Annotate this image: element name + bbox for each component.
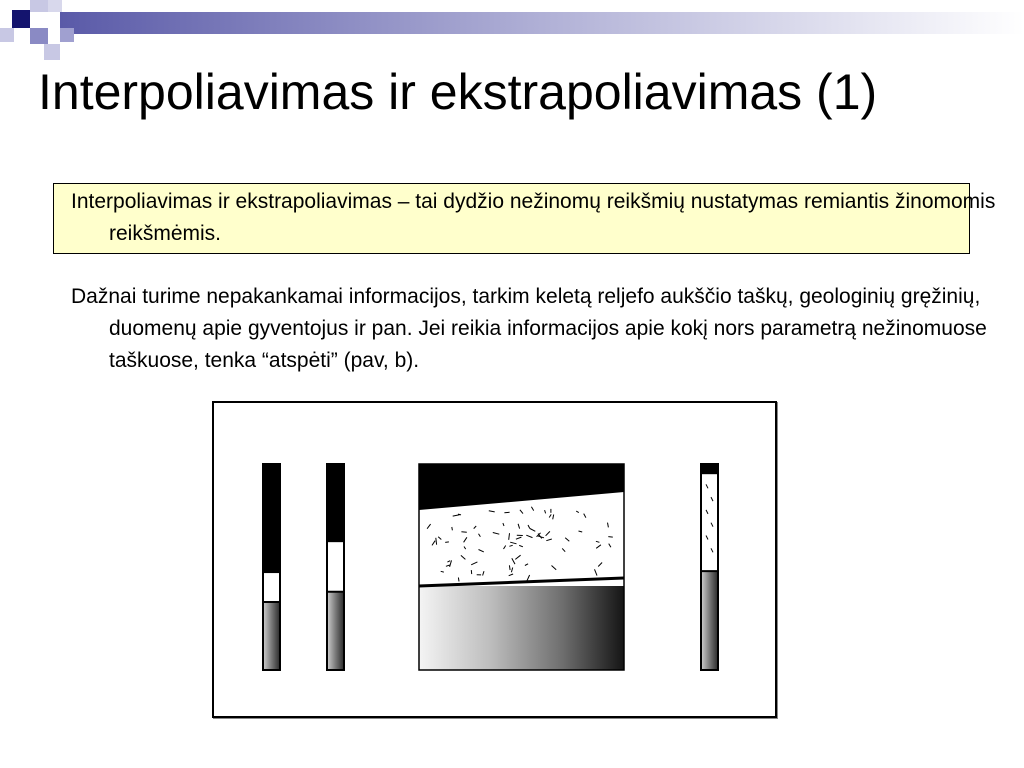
decorative-header-squares: [0, 0, 1024, 70]
cross-section-gradient-layer: [419, 586, 624, 670]
definition-text: Interpoliavimas ir ekstrapoliavimas – tai dydžio nežinomų reikšmių nustatymas remiantis žinomomis reikšmėmis.: [71, 190, 996, 245]
speckle-mark: [461, 532, 466, 533]
borehole-1-white-segment: [263, 573, 280, 602]
figure-interpolation-illustration: [212, 401, 777, 718]
borehole-3-gray-segment: [701, 571, 718, 670]
borehole-2-white-segment: [327, 542, 344, 591]
body-paragraph: Dažnai turime nepakankamai informacijos, tarkim keletą reljefo aukščio taškų, geologinių gręžinių, duomenų apie gyventojus ir pan. Jei reikia informacijos apie kokį nors parametrą nežinomuose taškuose, tenka “atspėti” (pav, b).: [71, 285, 987, 372]
speckle-mark: [608, 537, 613, 538]
speckle-mark: [458, 578, 459, 582]
borehole-3-dark-segment: [701, 464, 718, 474]
deco-square-mid: [30, 28, 48, 44]
cross-section: [419, 464, 624, 670]
borehole-2-dark-segment: [327, 464, 344, 542]
borehole-2-gray-segment: [327, 592, 344, 670]
slide-title: Interpoliavimas ir ekstrapoliavimas (1): [38, 64, 878, 120]
deco-square-light: [30, 0, 48, 12]
deco-square-light: [48, 0, 62, 12]
speckle-mark: [452, 527, 453, 530]
borehole-1-dark-segment: [263, 464, 280, 573]
speckle-mark: [445, 542, 449, 543]
deco-square-mid: [60, 28, 74, 42]
figure-canvas: [214, 403, 775, 716]
deco-square-light: [44, 44, 60, 60]
header-gradient-bar: [60, 12, 1024, 34]
speckle-mark: [509, 565, 510, 570]
deco-square-light: [0, 28, 14, 42]
borehole-3-white-segment: [701, 474, 718, 571]
deco-square-dark: [12, 10, 30, 28]
borehole-1-gray-segment: [263, 602, 280, 670]
